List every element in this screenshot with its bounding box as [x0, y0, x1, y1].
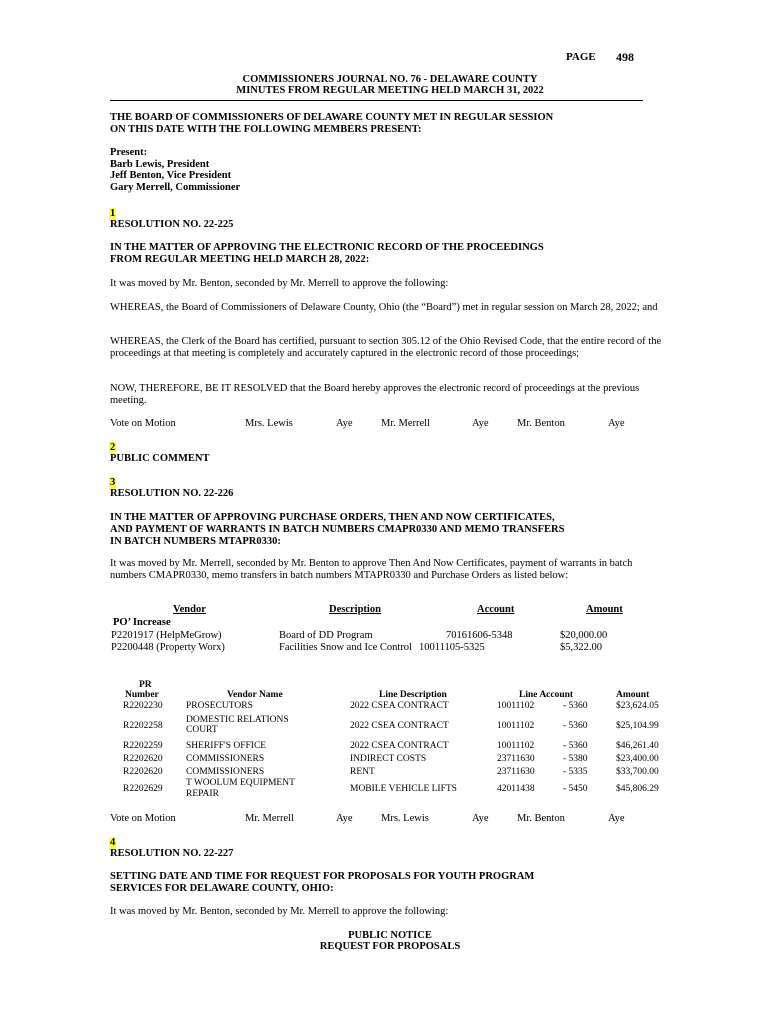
item4-title-2: SERVICES FOR DELAWARE COUNTY, OHIO:: [110, 883, 334, 894]
table-row-amount: $25,104.99: [616, 721, 659, 731]
table-row-vendor: T WOOLUM EQUIPMENT: [186, 778, 295, 788]
vote-value-2: Aye: [472, 418, 489, 429]
present-label: Present:: [110, 147, 148, 158]
resolution-22-225: RESOLUTION NO. 22-225: [110, 219, 234, 230]
public-comment: PUBLIC COMMENT: [110, 453, 210, 464]
col-number: Number: [125, 690, 159, 700]
col-amount: Amount: [586, 604, 623, 615]
table-row-number: R2202620: [123, 767, 163, 777]
item4-title-1: SETTING DATE AND TIME FOR REQUEST FOR PROPOSALS FOR YOUTH PROGRAM: [110, 871, 535, 882]
table-row-description: 2022 CSEA CONTRACT: [350, 701, 449, 711]
table-row-amount: $23,624.05: [616, 701, 659, 711]
vote-member-1: Mr. Merrell: [245, 813, 294, 824]
table-row-amount: $5,322.00: [560, 642, 602, 653]
po-section-label: PO’ Increase: [113, 617, 171, 628]
table-row-amount: $20,000.00: [560, 630, 608, 641]
table-row-account: 23711630: [497, 754, 535, 764]
vote-label: Vote on Motion: [110, 418, 176, 429]
table-row-vendor: SHERIFF'S OFFICE: [186, 741, 267, 751]
table-row-number: R2202259: [123, 741, 163, 751]
table-row-description: RENT: [350, 767, 375, 777]
table-row-object: - 5360: [563, 741, 588, 751]
item3-title-1: IN THE MATTER OF APPROVING PURCHASE ORDERS, THEN AND NOW CERTIFICATES,: [110, 512, 555, 523]
table-row-account: 10011105-5325: [419, 642, 485, 653]
vote-member-3: Mr. Benton: [517, 418, 565, 429]
col-description: Description: [329, 604, 381, 615]
item3-title-3: IN BATCH NUMBERS MTAPR0330:: [110, 536, 281, 547]
col-amount: Amount: [616, 690, 650, 700]
vote-member-2: Mrs. Lewis: [381, 813, 429, 824]
table-row-object: - 5450: [563, 784, 588, 794]
item3-moved: It was moved by Mr. Merrell, seconded by Mr. Benton to approve Then And Now Certificates, payment of warrants in batch numbers CMAPR0330, memo transfers in batch numbers MTAPR0330 and Purchase Orders as listed below:: [110, 558, 633, 581]
intro-line-2: ON THIS DATE WITH THE FOLLOWING MEMBERS PRESENT:: [110, 124, 422, 135]
member-2: Jeff Benton, Vice President: [110, 170, 232, 181]
vote-value-3: Aye: [608, 418, 625, 429]
public-notice-heading: PUBLIC NOTICE: [348, 930, 432, 941]
table-row-description: 2022 CSEA CONTRACT: [350, 721, 449, 731]
item4-moved: It was moved by Mr. Benton, seconded by Mr. Merrell to approve the following:: [110, 906, 449, 917]
table-row-vendor: P2201917 (HelpMeGrow): [111, 630, 222, 641]
item-number-1: 1: [110, 208, 116, 219]
table-row-object: - 5380: [563, 754, 588, 764]
table-row-vendor: DOMESTIC RELATIONS: [186, 715, 289, 725]
col-line-account: Line Account: [519, 690, 574, 700]
col-account: Account: [477, 604, 515, 615]
table-row-object: - 5360: [563, 701, 588, 711]
table-row-description: 2022 CSEA CONTRACT: [350, 741, 449, 751]
item1-vote: [110, 418, 670, 430]
table-row-account: 23711630: [497, 767, 535, 777]
col-pr: PR: [139, 680, 152, 690]
item1-moved: It was moved by Mr. Benton, seconded by Mr. Merrell to approve the following:: [110, 278, 449, 289]
page-label: PAGE: [566, 51, 596, 63]
page-number: 498: [616, 50, 634, 64]
resolution-22-226: RESOLUTION NO. 22-226: [110, 488, 234, 499]
vote-member-2: Mr. Merrell: [381, 418, 430, 429]
table-row-number: R2202230: [123, 701, 163, 711]
item1-whereas-1: WHEREAS, the Board of Commissioners of Delaware County, Ohio (the “Board”) met in regular session on March 28, 2022; and: [110, 302, 658, 313]
table-row-account: 10011102: [497, 701, 535, 711]
table-row-amount: $46,261.40: [616, 741, 659, 751]
journal-title: COMMISSIONERS JOURNAL NO. 76 - DELAWARE COUNTY: [242, 74, 538, 85]
item1-whereas-2: WHEREAS, the Clerk of the Board has certified, pursuant to section 305.12 of the Ohio Revised Code, that the entire record of the proceedings at that meeting is completely and accurately captured in the electronic record of those proceedings;: [110, 336, 662, 359]
table-row-number: R2202629: [123, 784, 163, 794]
item-number-4: 4: [110, 837, 116, 848]
table-row-amount: $23,400.00: [616, 754, 659, 764]
header-divider: [110, 100, 643, 101]
meeting-subtitle: MINUTES FROM REGULAR MEETING HELD MARCH 31, 2022: [236, 85, 544, 96]
col-line-description: Line Description: [379, 690, 447, 700]
table-row-description: MOBILE VEHICLE LIFTS: [350, 784, 457, 794]
table-row-vendor: COMMISSIONERS: [186, 767, 265, 777]
item1-resolved: NOW, THEREFORE, BE IT RESOLVED that the Board hereby approves the electronic record of proceedings at the previous meeting.: [110, 383, 640, 406]
table-row-vendor-cont: COURT: [186, 725, 218, 735]
item3-title-2: AND PAYMENT OF WARRANTS IN BATCH NUMBERS CMAPR0330 AND MEMO TRANSFERS: [110, 524, 565, 535]
table-row-number: R2202620: [123, 754, 163, 764]
col-vendor: Vendor: [173, 604, 206, 615]
table-row-amount: $33,700.00: [616, 767, 659, 777]
table-row-vendor-cont: REPAIR: [186, 789, 219, 799]
item-number-3: 3: [110, 477, 116, 488]
table-row-object: - 5360: [563, 721, 588, 731]
member-3: Gary Merrell, Commissioner: [110, 182, 241, 193]
vote-value-2: Aye: [472, 813, 489, 824]
table-row-account: 10011102: [497, 721, 535, 731]
member-1: Barb Lewis, President: [110, 159, 210, 170]
table-row-vendor: PROSECUTORS: [186, 701, 253, 711]
vote-value-3: Aye: [608, 813, 625, 824]
vote-member-1: Mrs. Lewis: [245, 418, 293, 429]
table-row-description: Board of DD Program: [279, 630, 373, 641]
table-row-vendor: COMMISSIONERS: [186, 754, 265, 764]
table-row-amount: $45,806.29: [616, 784, 659, 794]
intro-line-1: THE BOARD OF COMMISSIONERS OF DELAWARE COUNTY MET IN REGULAR SESSION: [110, 112, 554, 123]
table-row-number: R2202258: [123, 721, 163, 731]
table-row-account: 42011438: [497, 784, 535, 794]
item1-title-1: IN THE MATTER OF APPROVING THE ELECTRONIC RECORD OF THE PROCEEDINGS: [110, 242, 544, 253]
resolution-22-227: RESOLUTION NO. 22-227: [110, 848, 234, 859]
item3-vote: [110, 813, 670, 825]
table-row-description: Facilities Snow and Ice Control: [279, 642, 412, 653]
vote-member-3: Mr. Benton: [517, 813, 565, 824]
item-number-2: 2: [110, 442, 116, 453]
table-row-account: 10011102: [497, 741, 535, 751]
rfp-heading: REQUEST FOR PROPOSALS: [319, 941, 461, 952]
table-row-description: INDIRECT COSTS: [350, 754, 427, 764]
table-row-account: 70161606-5348: [446, 630, 513, 641]
col-vendor-name: Vendor Name: [227, 690, 283, 700]
table-row-object: - 5335: [563, 767, 588, 777]
item1-title-2: FROM REGULAR MEETING HELD MARCH 28, 2022:: [110, 254, 370, 265]
vote-value-1: Aye: [336, 418, 353, 429]
vote-label: Vote on Motion: [110, 813, 176, 824]
table-row-vendor: P2200448 (Property Worx): [111, 642, 225, 653]
vote-value-1: Aye: [336, 813, 353, 824]
